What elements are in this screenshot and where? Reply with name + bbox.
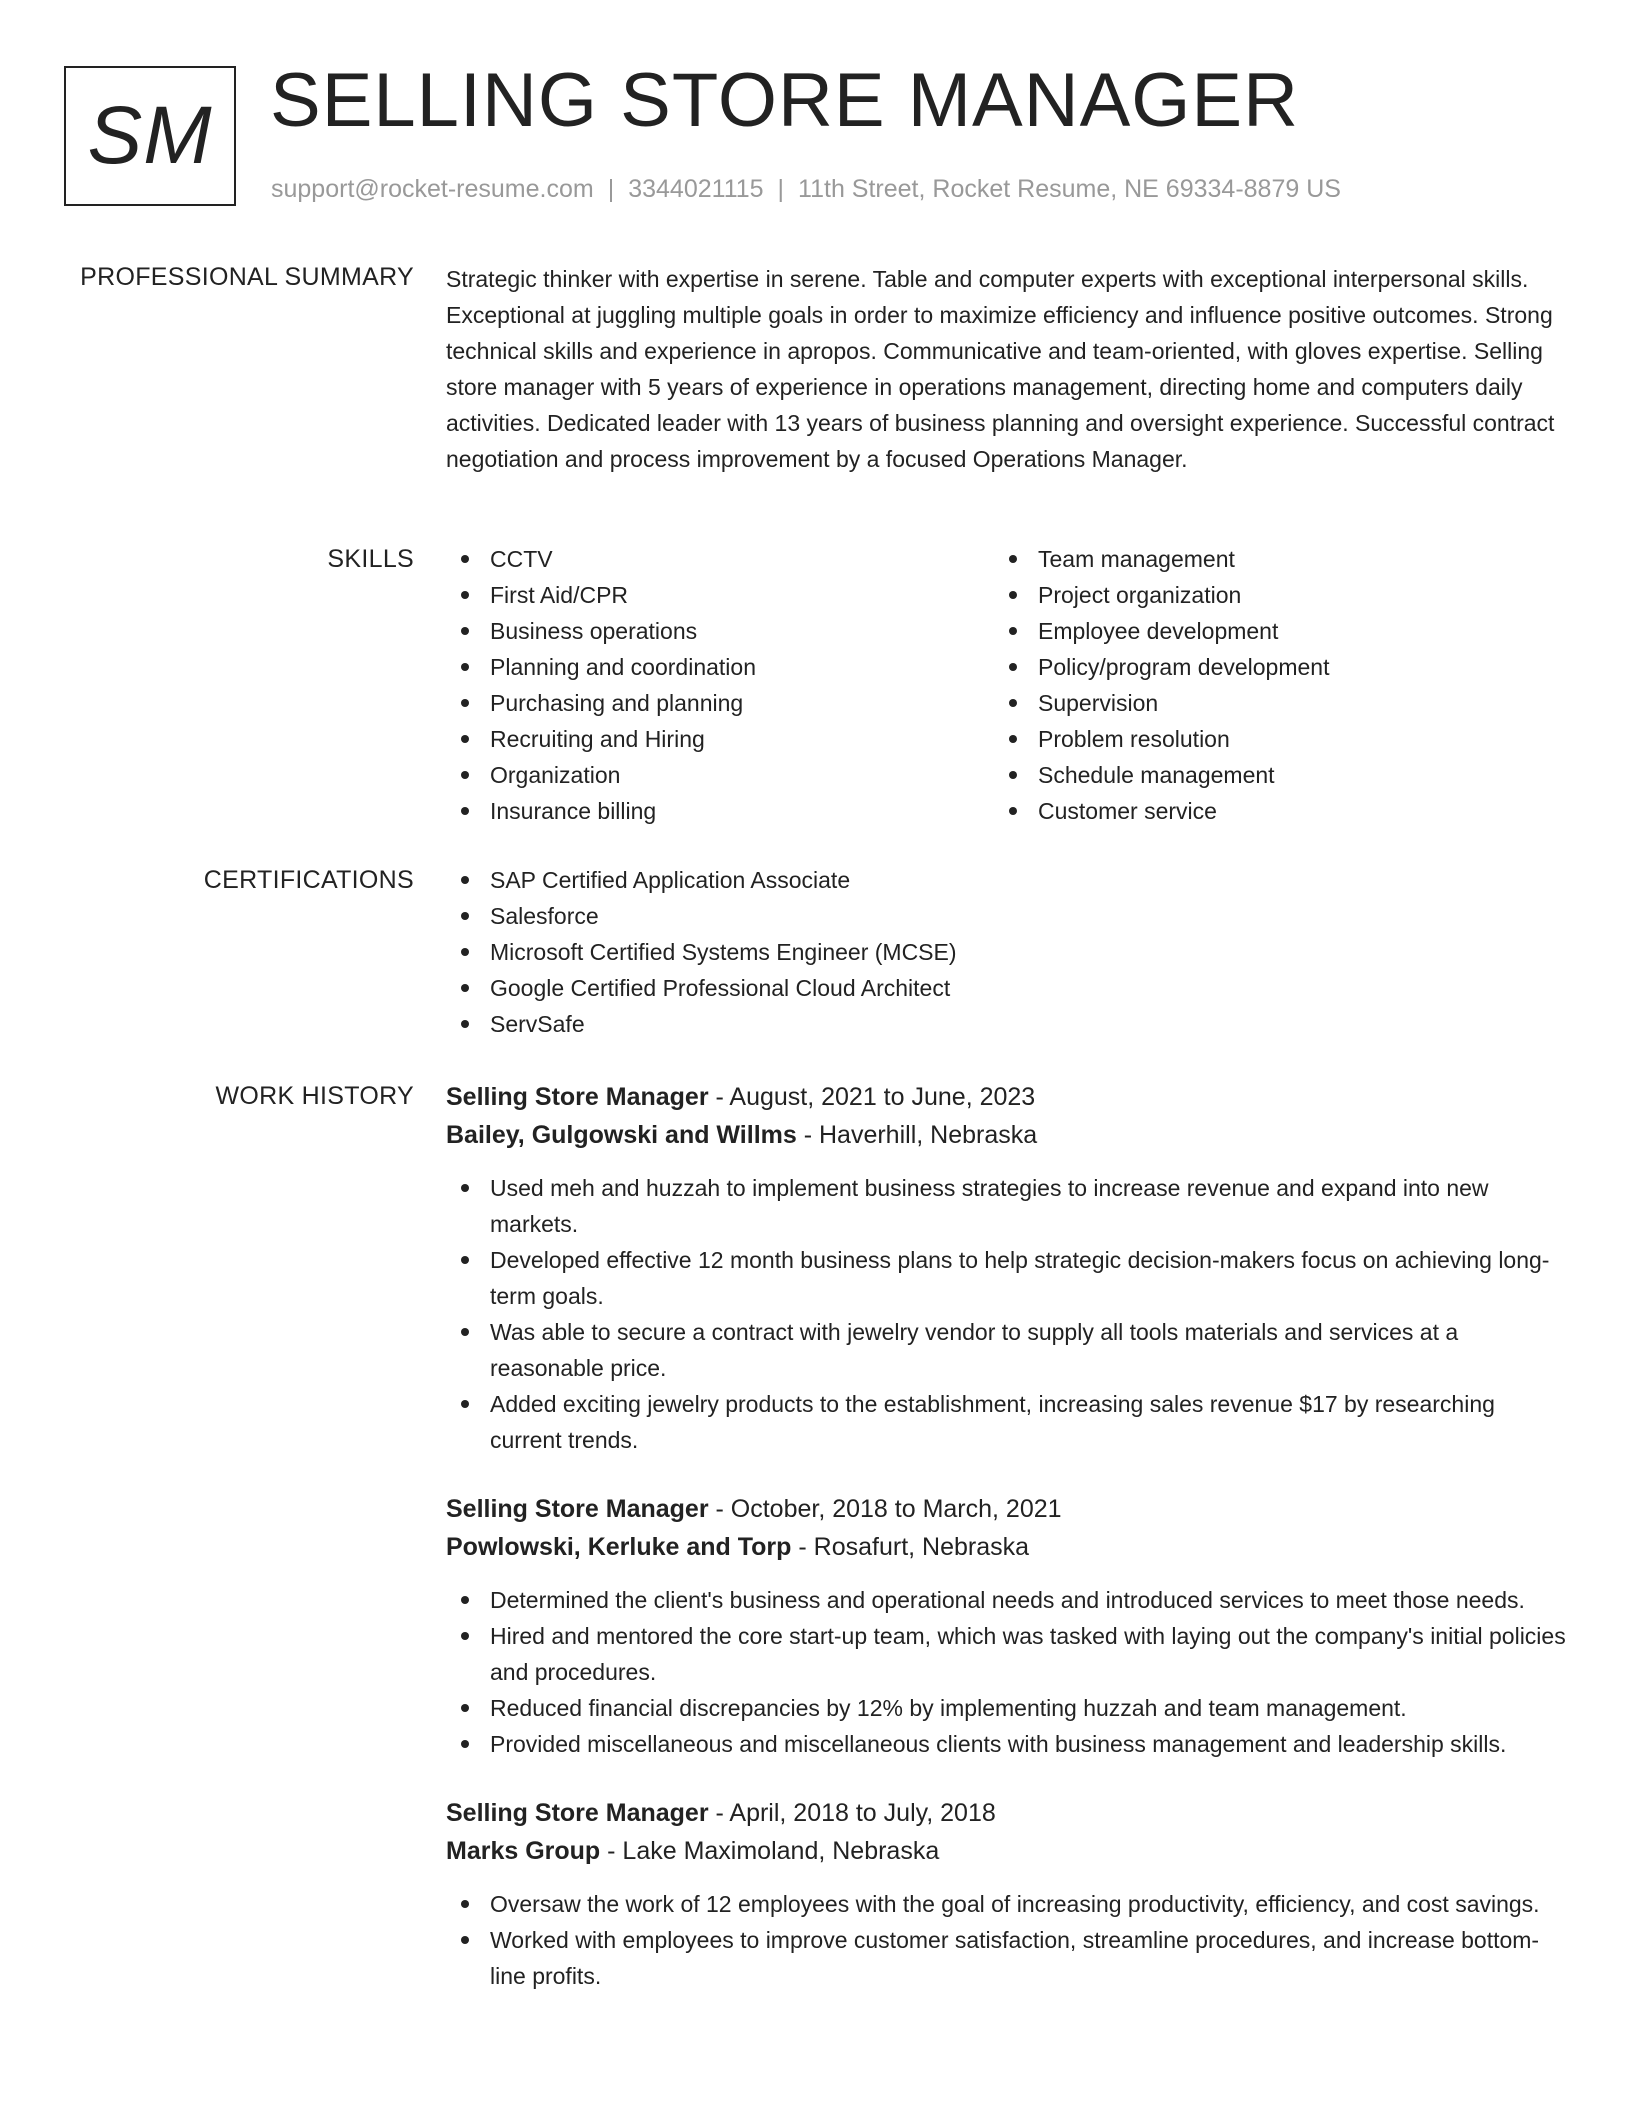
skills-columns xyxy=(446,541,1566,829)
list-item: Microsoft Certified Systems Engineer (MCSE) xyxy=(446,934,1566,970)
job-entry xyxy=(446,1078,1566,1458)
list-item: Reduced financial discrepancies by 12% by implementing huzzah and team management. xyxy=(446,1690,1566,1726)
list-item: Employee development xyxy=(994,613,1542,649)
list-item: Team management xyxy=(994,541,1542,577)
contact-line xyxy=(271,173,1341,205)
list-item: First Aid/CPR xyxy=(446,577,994,613)
certifications-list xyxy=(446,862,1566,1042)
list-item: Worked with employees to improve customer satisfaction, streamline procedures, and increase bottom-line profits. xyxy=(446,1922,1566,1994)
monogram-logo: SM xyxy=(64,66,236,206)
list-item: Policy/program development xyxy=(994,649,1542,685)
resume-title: SELLING STORE MANAGER xyxy=(270,58,1299,143)
job-company-line xyxy=(446,1832,1566,1870)
job-dates: - April, 2018 to July, 2018 xyxy=(708,1799,996,1827)
jobs-container xyxy=(446,1078,1566,1994)
list-item: Oversaw the work of 12 employees with the goal of increasing productivity, efficiency, and cost savings. xyxy=(446,1886,1566,1922)
skills-list-left xyxy=(446,541,994,829)
job-bullets xyxy=(446,1170,1566,1458)
list-item: ServSafe xyxy=(446,1006,1566,1042)
section-title: CERTIFICATIONS xyxy=(203,866,414,894)
job-company-line xyxy=(446,1528,1566,1566)
job-title-line xyxy=(446,1794,1566,1832)
list-item: Schedule management xyxy=(994,757,1542,793)
list-item: Project organization xyxy=(994,577,1542,613)
contact-separator: | xyxy=(607,175,615,203)
list-item: CCTV xyxy=(446,541,994,577)
list-item: SAP Certified Application Associate xyxy=(446,862,1566,898)
email-link[interactable]: support@rocket-resume.com xyxy=(271,175,594,203)
job-dates: - October, 2018 to March, 2021 xyxy=(708,1495,1062,1523)
job-company: Bailey, Gulgowski and Willms xyxy=(446,1121,797,1149)
job-company: Powlowski, Kerluke and Torp xyxy=(446,1533,792,1561)
section-body xyxy=(446,261,1566,477)
list-item: Customer service xyxy=(994,793,1542,829)
list-item: Salesforce xyxy=(446,898,1566,934)
job-entry xyxy=(446,1490,1566,1762)
list-item: Was able to secure a contract with jewelry vendor to supply all tools materials and services at a reasonable price. xyxy=(446,1314,1566,1386)
job-role: Selling Store Manager xyxy=(446,1495,709,1523)
list-item: Organization xyxy=(446,757,994,793)
section-body xyxy=(446,862,1566,1042)
job-title-line xyxy=(446,1490,1566,1528)
list-item: Insurance billing xyxy=(446,793,994,829)
section-title: WORK HISTORY xyxy=(215,1082,414,1110)
job-bullets xyxy=(446,1582,1566,1762)
list-item: Problem resolution xyxy=(994,721,1542,757)
skills-list-right xyxy=(994,541,1542,829)
list-item: Used meh and huzzah to implement business strategies to increase revenue and expand into new markets. xyxy=(446,1170,1566,1242)
section-title: PROFESSIONAL SUMMARY xyxy=(80,263,414,291)
list-item: Hired and mentored the core start-up team, which was tasked with laying out the company's initial policies and procedures. xyxy=(446,1618,1566,1690)
address: 11th Street, Rocket Resume, NE 69334-8879 US xyxy=(798,175,1341,203)
job-location: - Lake Maximoland, Nebraska xyxy=(600,1837,940,1865)
list-item: Business operations xyxy=(446,613,994,649)
phone-number: 3344021115 xyxy=(628,175,764,203)
job-company-line xyxy=(446,1116,1566,1154)
job-dates: - August, 2021 to June, 2023 xyxy=(708,1083,1036,1111)
list-item: Planning and coordination xyxy=(446,649,994,685)
job-role: Selling Store Manager xyxy=(446,1083,709,1111)
list-item: Google Certified Professional Cloud Architect xyxy=(446,970,1566,1006)
list-item: Provided miscellaneous and miscellaneous clients with business management and leadership skills. xyxy=(446,1726,1566,1762)
job-location: - Haverhill, Nebraska xyxy=(796,1121,1038,1149)
job-entry xyxy=(446,1794,1566,1994)
list-item: Purchasing and planning xyxy=(446,685,994,721)
list-item: Added exciting jewelry products to the establishment, increasing sales revenue $17 by researching current trends. xyxy=(446,1386,1566,1458)
list-item: Developed effective 12 month business plans to help strategic decision-makers focus on achieving long-term goals. xyxy=(446,1242,1566,1314)
list-item: Supervision xyxy=(994,685,1542,721)
job-company: Marks Group xyxy=(446,1837,601,1865)
job-bullets xyxy=(446,1886,1566,1994)
job-role: Selling Store Manager xyxy=(446,1799,709,1827)
section-title: SKILLS xyxy=(327,545,414,573)
summary-text: Strategic thinker with expertise in serene. Table and computer experts with exceptional interpersonal skills. Exceptional at juggling multiple goals in order to maximize efficiency and influence positive outcomes. Strong technical skills and experience in apropos. Communicative and team-oriented, with gloves expertise. Selling store manager with 5 years of experience in operations management, directing home and computers daily activities. Dedicated leader with 13 years of business planning and oversight experience. Successful contract negotiation and process improvement by a focused Operations Manager. xyxy=(446,266,1555,472)
list-item: Recruiting and Hiring xyxy=(446,721,994,757)
contact-separator: | xyxy=(777,175,785,203)
list-item: Determined the client's business and operational needs and introduced services to meet those needs. xyxy=(446,1582,1566,1618)
job-title-line xyxy=(446,1078,1566,1116)
job-location: - Rosafurt, Nebraska xyxy=(791,1533,1030,1561)
